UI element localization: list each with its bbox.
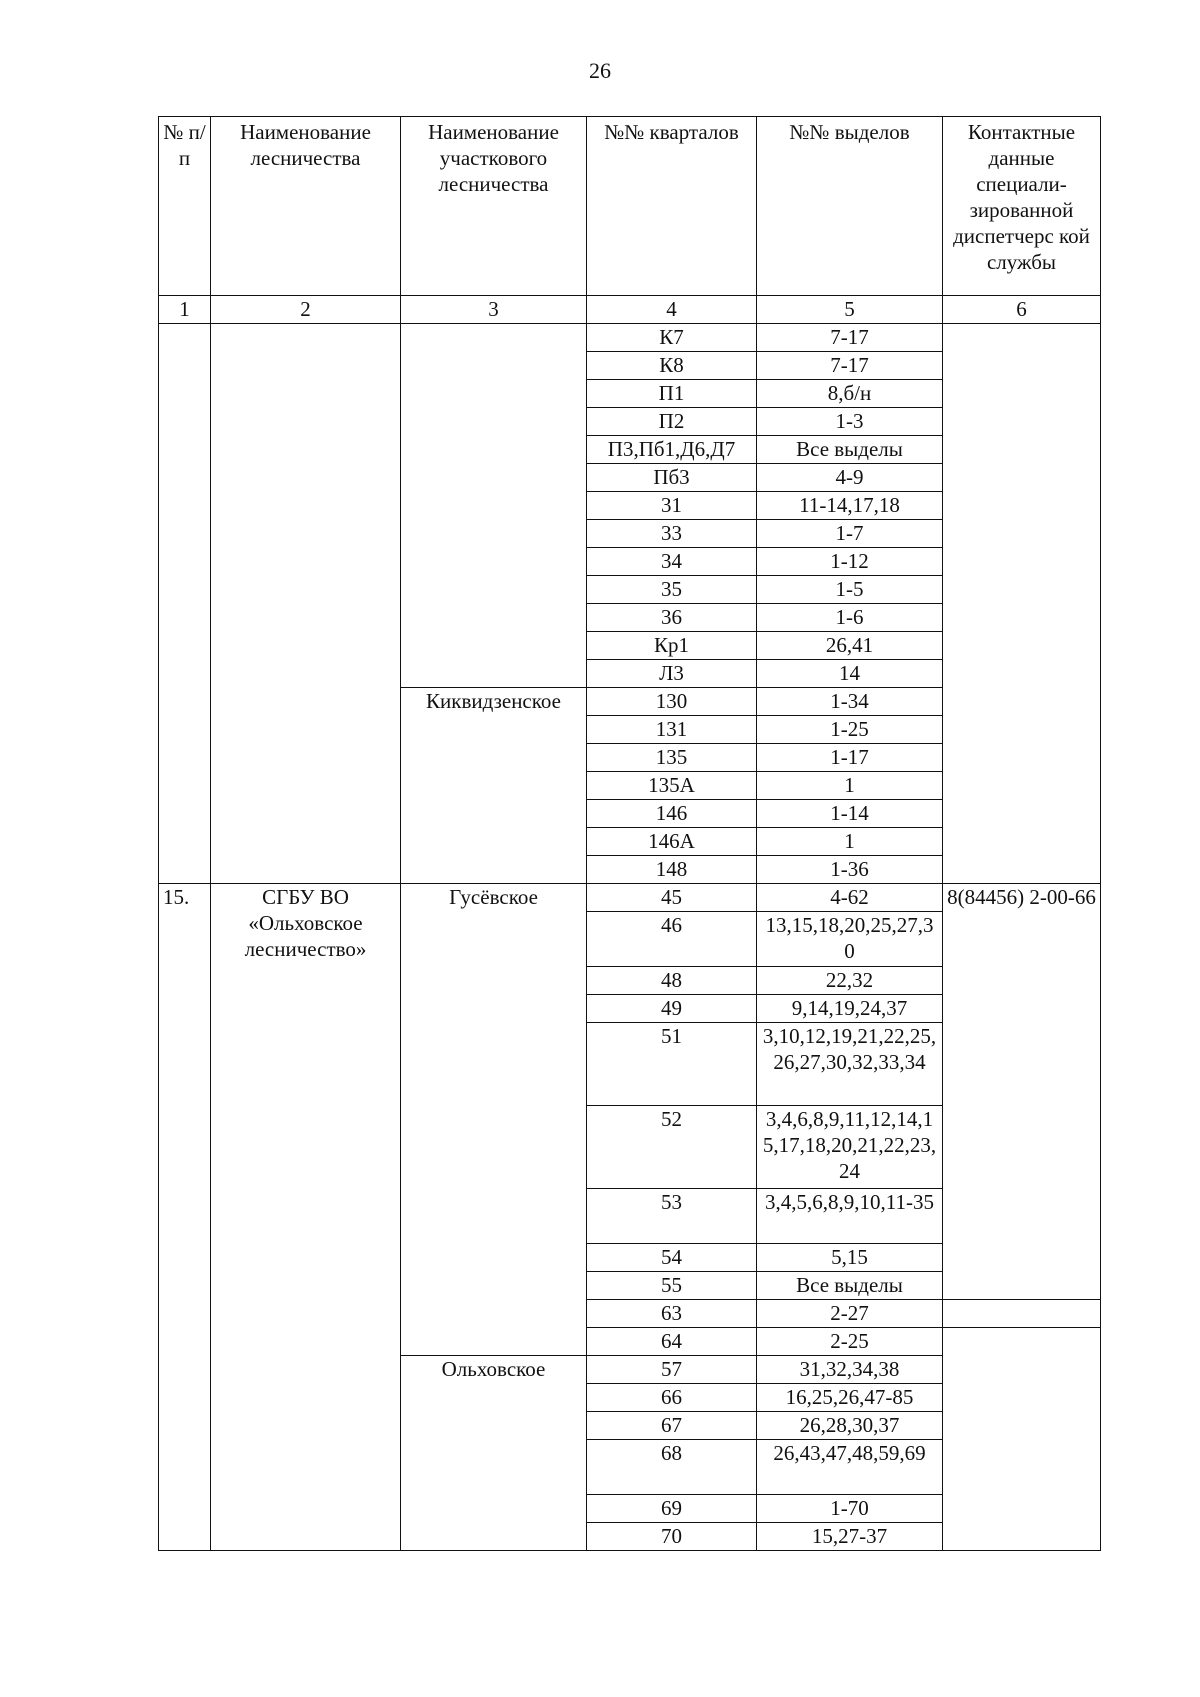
quarter-cell: 53 <box>587 1189 757 1244</box>
header-cell-sections: №№ выделов <box>757 117 943 296</box>
page-number: 26 <box>589 58 611 83</box>
contact-cell-empty <box>943 1328 1101 1551</box>
section-cell: 2-27 <box>757 1300 943 1328</box>
quarter-cell: П1 <box>587 380 757 408</box>
header-cell-number: № п/п <box>159 117 211 296</box>
section-cell: 3,4,5,6,8,9,10,11-35 <box>757 1189 943 1244</box>
section-cell: Все выделы <box>757 1272 943 1300</box>
quarter-cell: 146А <box>587 828 757 856</box>
quarter-cell: 51 <box>587 1023 757 1106</box>
forestry-cell-empty <box>211 324 401 884</box>
section-cell: 5,15 <box>757 1244 943 1272</box>
section-cell: 7-17 <box>757 352 943 380</box>
district-name-gusevskoe: Гусёвское <box>401 884 587 1356</box>
forestry-table <box>158 116 1101 1551</box>
table-row <box>159 324 1101 352</box>
quarter-cell: К8 <box>587 352 757 380</box>
section-cell: 4-9 <box>757 464 943 492</box>
quarter-cell: П3,Пб1,Д6,Д7 <box>587 436 757 464</box>
quarter-cell: 135 <box>587 744 757 772</box>
section-cell: 31,32,34,38 <box>757 1356 943 1384</box>
district-name-olkhovskoe: Ольховское <box>401 1356 587 1551</box>
table-row <box>159 884 1101 912</box>
section-cell: 1-34 <box>757 688 943 716</box>
header-cell-contacts: Контактные данные специали-зированной диспетчерс кой службы <box>943 117 1101 296</box>
quarter-cell: Кр1 <box>587 632 757 660</box>
number-cell-empty <box>159 324 211 884</box>
quarter-cell: 130 <box>587 688 757 716</box>
section-cell: 1 <box>757 772 943 800</box>
column-number: 2 <box>211 296 401 324</box>
quarter-cell: 46 <box>587 912 757 967</box>
section-cell: 14 <box>757 660 943 688</box>
section-cell: 1 <box>757 828 943 856</box>
quarter-cell: 33 <box>587 520 757 548</box>
section-cell: 1-17 <box>757 744 943 772</box>
section-cell: 26,41 <box>757 632 943 660</box>
column-number: 5 <box>757 296 943 324</box>
section-cell: 15,27-37 <box>757 1523 943 1551</box>
quarter-cell: 64 <box>587 1328 757 1356</box>
section-cell: 1-7 <box>757 520 943 548</box>
section-cell: 4-62 <box>757 884 943 912</box>
section-cell: 1-5 <box>757 576 943 604</box>
section-cell: Все выделы <box>757 436 943 464</box>
quarter-cell: 55 <box>587 1272 757 1300</box>
quarter-cell: 52 <box>587 1106 757 1189</box>
quarter-cell: 36 <box>587 604 757 632</box>
quarter-cell: 57 <box>587 1356 757 1384</box>
quarter-cell: 69 <box>587 1495 757 1523</box>
section-cell: 1-36 <box>757 856 943 884</box>
quarter-cell: 63 <box>587 1300 757 1328</box>
entry-number: 15. <box>159 884 211 1551</box>
section-cell: 1-14 <box>757 800 943 828</box>
section-cell: 3,10,12,19,21,22,25,26,27,30,32,33,34 <box>757 1023 943 1106</box>
quarter-cell: Пб3 <box>587 464 757 492</box>
contact-cell-empty <box>943 1300 1101 1328</box>
quarter-cell: 48 <box>587 967 757 995</box>
quarter-cell: Л3 <box>587 660 757 688</box>
quarter-cell: 34 <box>587 548 757 576</box>
section-cell: 9,14,19,24,37 <box>757 995 943 1023</box>
quarter-cell: 68 <box>587 1440 757 1495</box>
section-cell: 13,15,18,20,25,27,30 <box>757 912 943 967</box>
column-number: 4 <box>587 296 757 324</box>
section-cell: 26,43,47,48,59,69 <box>757 1440 943 1495</box>
quarter-cell: 135А <box>587 772 757 800</box>
section-cell: 22,32 <box>757 967 943 995</box>
district-name-kikvidzenskoe: Киквидзенское <box>401 688 587 884</box>
column-number: 6 <box>943 296 1101 324</box>
section-cell: 2-25 <box>757 1328 943 1356</box>
quarter-cell: 66 <box>587 1384 757 1412</box>
quarter-cell: 148 <box>587 856 757 884</box>
quarter-cell: 45 <box>587 884 757 912</box>
header-cell-quarters: №№ кварталов <box>587 117 757 296</box>
column-number-row <box>159 296 1101 324</box>
section-cell: 8,б/н <box>757 380 943 408</box>
quarter-cell: 35 <box>587 576 757 604</box>
quarter-cell: 31 <box>587 492 757 520</box>
section-cell: 1-70 <box>757 1495 943 1523</box>
quarter-cell: 67 <box>587 1412 757 1440</box>
quarter-cell: 70 <box>587 1523 757 1551</box>
section-cell: 1-12 <box>757 548 943 576</box>
contact-cell: 8(84456) 2-00-66 <box>943 884 1101 1300</box>
quarter-cell: П2 <box>587 408 757 436</box>
quarter-cell: 146 <box>587 800 757 828</box>
quarter-cell: 54 <box>587 1244 757 1272</box>
section-cell: 11-14,17,18 <box>757 492 943 520</box>
section-cell: 7-17 <box>757 324 943 352</box>
district-cell-empty <box>401 324 587 688</box>
header-cell-district-forestry: Наименование участкового лесничества <box>401 117 587 296</box>
section-cell: 1-25 <box>757 716 943 744</box>
header-cell-forestry: Наименование лесничества <box>211 117 401 296</box>
column-number: 1 <box>159 296 211 324</box>
quarter-cell: 49 <box>587 995 757 1023</box>
section-cell: 26,28,30,37 <box>757 1412 943 1440</box>
table-header-row <box>159 117 1101 296</box>
column-number: 3 <box>401 296 587 324</box>
section-cell: 3,4,6,8,9,11,12,14,15,17,18,20,21,22,23,24 <box>757 1106 943 1189</box>
section-cell: 1-3 <box>757 408 943 436</box>
section-cell: 1-6 <box>757 604 943 632</box>
contact-cell-empty <box>943 324 1101 884</box>
quarter-cell: 131 <box>587 716 757 744</box>
forestry-name: СГБУ ВО «Ольховское лесничество» <box>211 884 401 1551</box>
section-cell: 16,25,26,47-85 <box>757 1384 943 1412</box>
quarter-cell: К7 <box>587 324 757 352</box>
